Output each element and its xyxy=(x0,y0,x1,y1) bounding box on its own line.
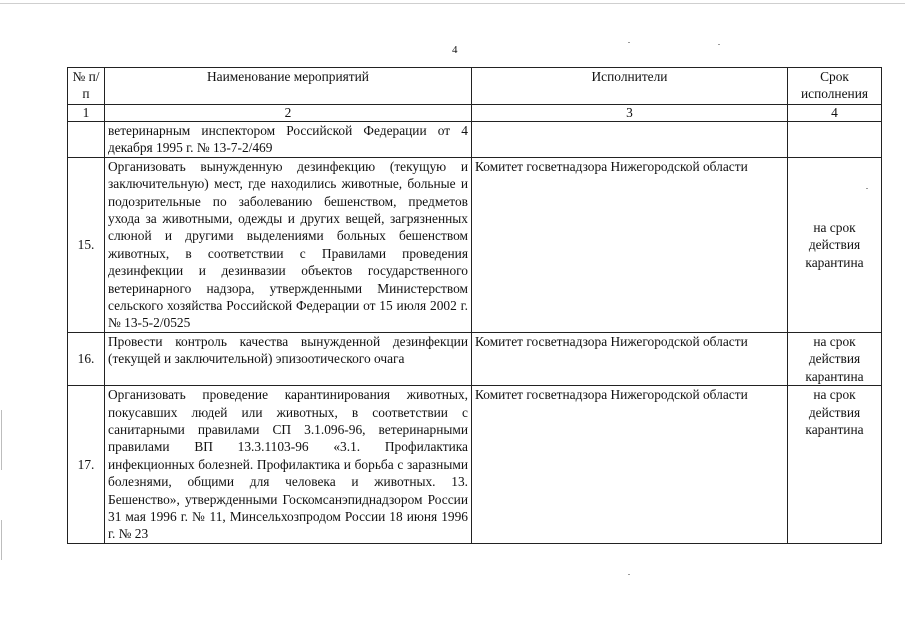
table-row xyxy=(68,332,882,385)
measure-name: Организовать вынужденную дезинфекцию (текущую и заключительную) мест, где находились животные, больные и подозрительные по заболеванию бешенством, предметов ухода за животными, одежды и других вещей, загрязненных слюной и другими выделениями больных бешенством животных, в соответствии с Правилами проведения дезинфекции и дезинвазии объектов государственного ветеринарного надзора, утвержденными Министерством сельского хозяйства Российской Федерации от 15 июля 2002 г. № 13-5-2/0525 xyxy=(105,157,472,332)
term: на срок действия карантина xyxy=(788,386,882,544)
row-number: 16. xyxy=(68,332,105,385)
column-index: 1 xyxy=(68,105,105,122)
scan-speck xyxy=(628,574,630,575)
scan-edge-mark xyxy=(1,410,2,470)
table-row xyxy=(68,386,882,544)
row-number xyxy=(68,122,105,158)
header-num: № п/п xyxy=(68,68,105,105)
table-row xyxy=(68,157,882,332)
column-index: 4 xyxy=(788,105,882,122)
measure-name: ветеринарным инспектором Российской Федерации от 4 декабря 1995 г. № 13-7-2/469 xyxy=(105,122,472,158)
executors xyxy=(472,122,788,158)
term: на срок действия карантина xyxy=(788,332,882,385)
measure-name: Провести контроль качества вынужденной дезинфекции (текущей и заключительной) эпизоотического очага xyxy=(105,332,472,385)
header-executors: Исполнители xyxy=(472,68,788,105)
executors: Комитет госветнадзора Нижегородской области xyxy=(472,157,788,332)
scan-speck xyxy=(718,44,720,45)
header-term: Срок исполнения xyxy=(788,68,882,105)
measure-name: Организовать проведение карантинирования животных, покусавших людей или животных, в соответствии с санитарными правилами СП 3.1.096-96, ветеринарными правилами ВП 13.3.1103-96 «3.1. Профилактика инфекционных болезней. Профилактика и борьба с заразными болезнями, общими для человека и животных. 13. Бешенство», утвержденными Госкомсанэпиднадзором России 31 мая 1996 г. № 11, Минсельхозпродом России 18 июня 1996 г. № 23 xyxy=(105,386,472,544)
scan-speck xyxy=(628,42,630,43)
scan-top-edge xyxy=(0,3,905,4)
measures-table xyxy=(67,67,882,544)
row-number: 15. xyxy=(68,157,105,332)
column-index-row xyxy=(68,105,882,122)
scan-speck xyxy=(866,188,868,189)
column-index: 2 xyxy=(105,105,472,122)
term xyxy=(788,122,882,158)
executors: Комитет госветнадзора Нижегородской области xyxy=(472,332,788,385)
header-name: Наименование мероприятий xyxy=(105,68,472,105)
row-number: 17. xyxy=(68,386,105,544)
column-index: 3 xyxy=(472,105,788,122)
page-number: 4 xyxy=(452,44,458,56)
term: на срок действия карантина xyxy=(788,157,882,332)
executors: Комитет госветнадзора Нижегородской области xyxy=(472,386,788,544)
scan-edge-mark xyxy=(1,520,2,560)
table-row xyxy=(68,122,882,158)
header-row xyxy=(68,68,882,105)
